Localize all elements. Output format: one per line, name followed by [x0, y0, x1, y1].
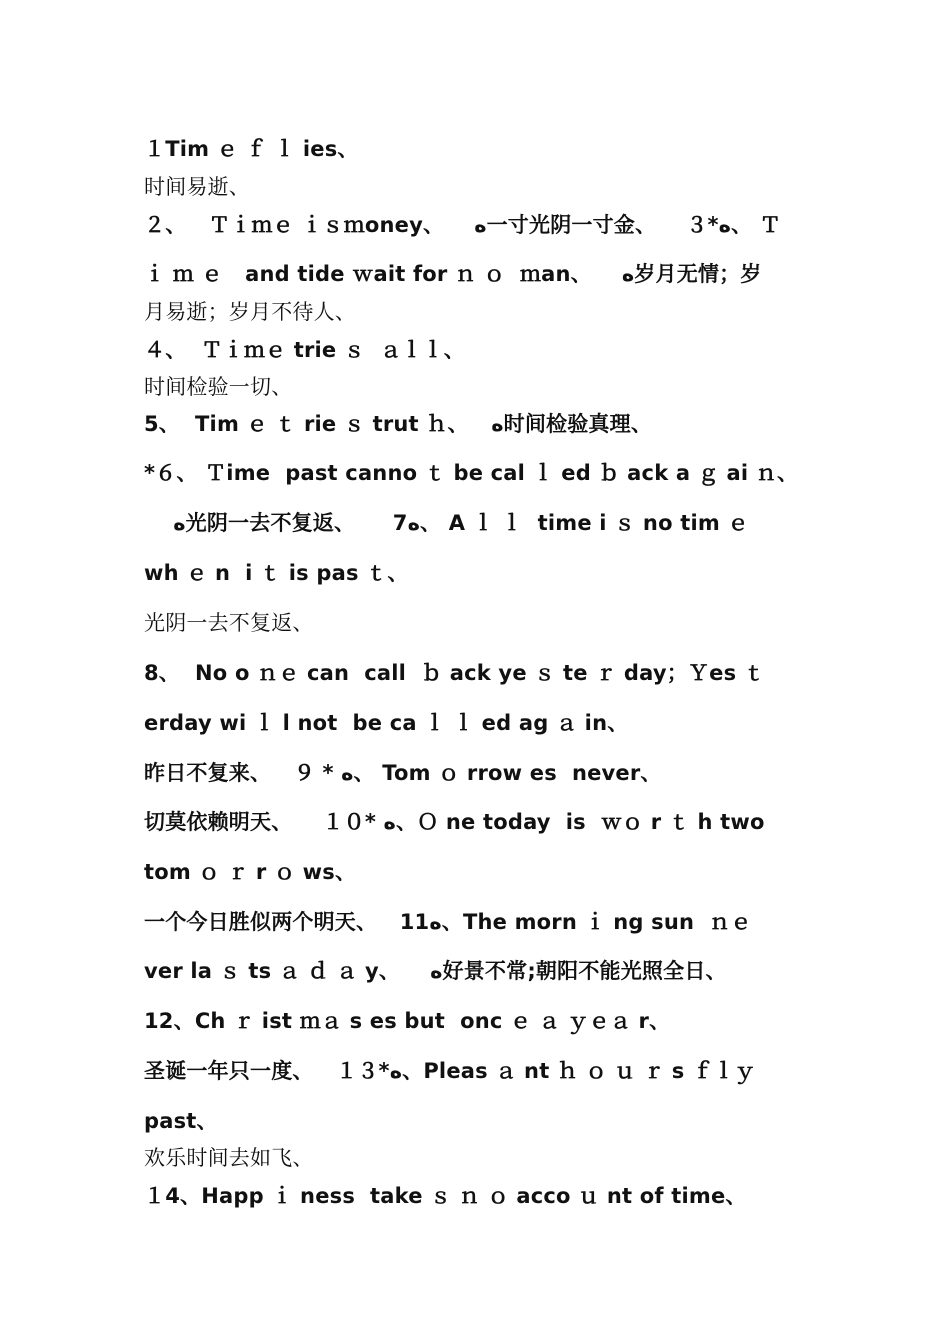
- text-line: tom ｏ ｒ r ｏ ws、: [144, 860, 357, 884]
- text-line: 5、 Tim ｅ ｔ rie ｓ trut ｈ、 ﻩ时间检验真理、: [144, 412, 653, 436]
- text-line: erday wi ｌ l not be ca ｌ ｌ ed ag ａ in、: [144, 711, 629, 735]
- text-line: 一个今日胜似两个明天、 11ﻩ、The morn ｉ ng sun ｎｅ: [144, 910, 752, 934]
- text-line: ４、 Ｔｉｍｅ trie ｓ ａｌｌ、: [144, 338, 465, 362]
- text-line: ﻩ光阴一去不复返、 7ﻩ、 A ｌ ｌ time i ｓ no tim ｅ: [144, 511, 749, 535]
- text-line: 12、Ch ｒ ist ｍａ s es but onc ｅ ａ ｙｅａ r、: [144, 1009, 671, 1033]
- text-line: 时间易逝、: [144, 175, 250, 199]
- text-line: *６、 Ｔime past canno ｔ be cal ｌ ed ｂ ack a ｇ ai ｎ、: [144, 461, 799, 485]
- text-line: １4、Happ ｉ ness take ｓ ｎ ｏ acco ｕ nt of time、: [144, 1184, 747, 1208]
- text-line: 欢乐时间去如飞、: [144, 1146, 314, 1170]
- text-line: 光阴一去不复返、: [144, 611, 314, 635]
- text-line: 昨日不复来、 ９ * ﻩ、 Tom ｏ rrow es never、: [144, 761, 662, 785]
- text-line: 8、 No o ｎｅ can call ｂ ack ye ｓ te ｒ day；Ｙes ｔ: [144, 661, 765, 685]
- text-line: １Tim ｅ ｆ ｌ ies、: [144, 137, 359, 161]
- text-line: ２、 Ｔｉｍｅ ｉｓｍoney、 ﻩ一寸光阴一寸金、 ３*ﻩ、 Ｔ: [144, 213, 781, 237]
- text-line: ver la ｓ ts ａ ｄ ａ y、 ﻩ好景不常;朝阳不能光照全日、: [144, 959, 727, 983]
- text-line: wh ｅ n i ｔ is pas ｔ、: [144, 561, 409, 585]
- text-line: 切莫依赖明天、 １０* ﻩ、Ｏ ne today is ｗｏ r ｔ h two: [144, 810, 765, 834]
- text-line: 月易逝；岁月不待人、: [144, 300, 356, 324]
- text-line: 圣诞一年只一度、 １３*ﻩ、Pleas ａ nt ｈ ｏ ｕ ｒ s ｆｌｙ: [144, 1059, 756, 1083]
- text-line: past、: [144, 1109, 218, 1133]
- text-line: 时间检验一切、: [144, 375, 293, 399]
- text-line: ｉ ｍ ｅ and tide ｗait for ｎ ｏ ｍan、 ﻩ岁月无情；岁: [144, 262, 762, 286]
